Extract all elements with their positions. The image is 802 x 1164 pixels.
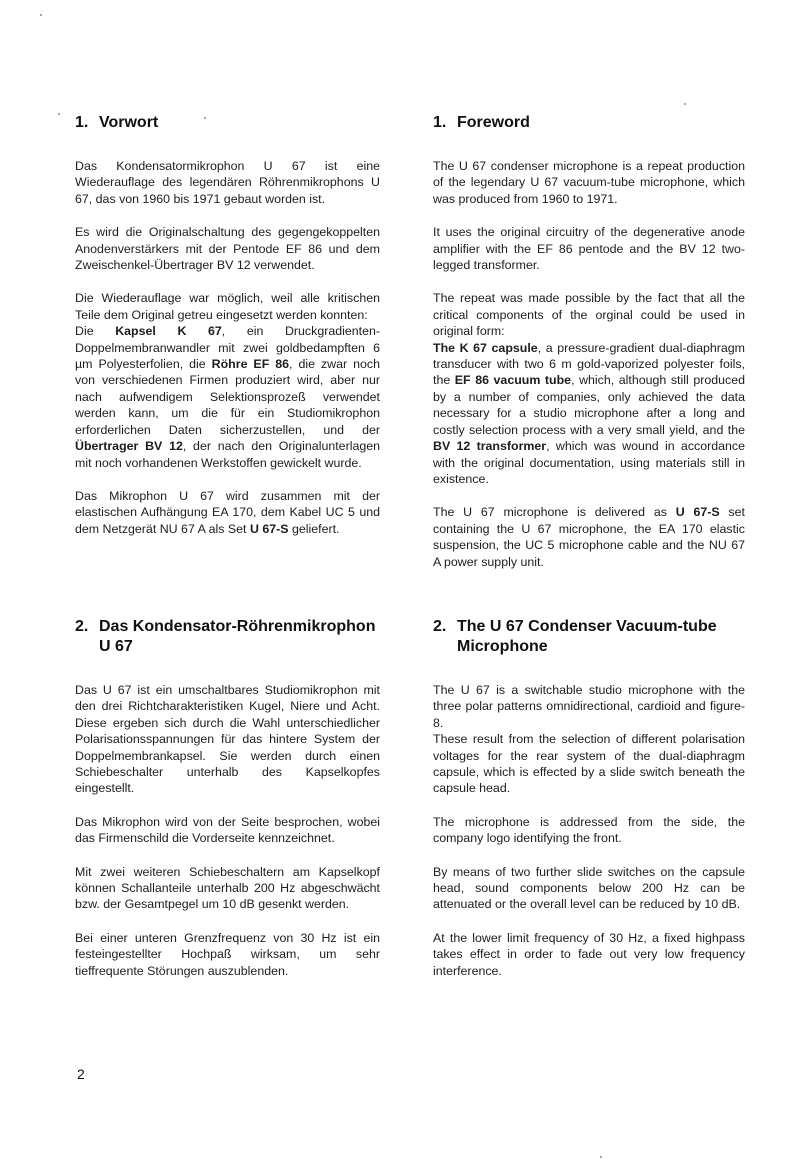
english-column bbox=[433, 113, 745, 570]
scan-speck bbox=[58, 113, 60, 115]
paragraph: Es wird die Originalschaltung des gegengekoppelten Anodenverstärkers mit der Pentode EF 86 und dem Zweischenkel-Übertrager BV 12 verwendet. bbox=[75, 225, 380, 273]
paragraph: Das U 67 ist ein umschaltbares Studiomikrophon mit den drei Richtcharakteristiken Kugel, Niere und Acht. Diese ergeben sich durch die Wahl unterschiedlicher Polarisationsspannungen für das hintere System der Doppelmembrankapsel. Sie werden durch einen Schiebeschalter unterhalb des Kapselkopfes eingestellt. bbox=[75, 683, 380, 796]
scan-speck bbox=[40, 14, 42, 16]
paragraph: Das Kondensatormikrophon U 67 ist eine Wiederauflage des legendären Röhrenmikrophons U 67, das von 1960 bis 1971 gebaut worden ist. bbox=[75, 159, 380, 206]
paragraph: At the lower limit frequency of 30 Hz, a fixed highpass takes effect in order to fade out very low frequency interference. bbox=[433, 930, 745, 978]
paragraph: By means of two further slide switches on the capsule head, sound components below 200 Hz can be attenuated or the overall level can be reduced by 10 dB. bbox=[433, 864, 745, 912]
paragraph: Mit zwei weiteren Schiebeschaltern am Kapselkopf können Schallanteile unterhalb 200 Hz abgeschwächt bzw. der Gesamtpegel um 10 dB gesenkt werden. bbox=[75, 864, 380, 912]
page-number: 2 bbox=[77, 1066, 85, 1082]
paragraph: Das Mikrophon U 67 wird zusammen mit der elastischen Aufhängung EA 170, dem Kabel UC 5 und dem Netzgerät NU 67 A als Set U 67-S geliefert. bbox=[75, 488, 380, 536]
paragraph: It uses the original circuitry of the degenerative anode amplifier with the EF 86 pentode and the BV 12 two-legged transformer. bbox=[433, 225, 745, 273]
paragraph: Bei einer unteren Grenzfrequenz von 30 Hz ist ein festeingestellter Hochpaß wirksam, um sehr tieffrequente Störungen auszublenden. bbox=[75, 930, 380, 978]
paragraph: Das Mikrophon wird von der Seite besprochen, wobei das Firmenschild die Vorderseite kennzeichnet. bbox=[75, 814, 380, 846]
paragraph: The repeat was made possible by the fact that all the critical components of the orginal could be used in original form: The K 67 capsule, a pressure-gradient dual-diaphragm transducer with two 6 m gold-vaporized polyester foils, the EF 86 vacuum tube, which, although still produced by a number of companies, only achieved the data necessary for a studio microphone after a long and costly selection process with a very small yield, and the BV 12 transformer, which was wound in accordance with the original documentation, using materials still in existence. bbox=[433, 291, 746, 486]
scan-speck bbox=[204, 117, 206, 119]
paragraph: Die Wiederauflage war möglich, weil alle kritischen Teile dem Original getreu eingesetzt werden konnten: Die Kapsel K 67, ein Druckgradienten-Doppelmembranwandler mit zwei goldbedampften 6 µm Polyesterfolien, die Röhre EF 86, die zwar noch von verschiedenen Firmen produziert wird, aber nur nach aufwendigem Selektionsprozeß verwendet werden kann, um die für ein Studiomikrophon erforderlichen Daten sicherzustellen, und der Übertrager BV 12, der nach den Originalunterlagen mit noch vorhandenen Werkstoffen gewickelt wurde. bbox=[75, 291, 381, 470]
section-1-heading-en: 1. Foreword bbox=[433, 114, 530, 131]
section-2-heading-de: 2. Das Kondensator-Röhrenmikrophon U 67 bbox=[75, 618, 376, 655]
scan-speck bbox=[684, 103, 686, 105]
scan-speck bbox=[600, 1156, 602, 1158]
german-section-2 bbox=[75, 617, 380, 979]
paragraph: The U 67 microphone is delivered as U 67-S set containing the U 67 microphone, the EA 170 elastic suspension, the UC 5 microphone cable and the NU 67 A power supply unit. bbox=[433, 505, 745, 569]
english-section-2 bbox=[433, 617, 745, 979]
section-2-heading-en: 2. The U 67 Condenser Vacuum-tube Microphone bbox=[433, 618, 717, 655]
german-column bbox=[75, 113, 380, 537]
paragraph: The microphone is addressed from the side, the company logo identifying the front. bbox=[433, 814, 745, 846]
paragraph: The U 67 condenser microphone is a repeat production of the legendary U 67 vacuum-tube microphone, which was produced from 1960 to 1971. bbox=[433, 159, 745, 206]
section-1-heading-de: 1. Vorwort bbox=[75, 114, 159, 131]
paragraph: The U 67 is a switchable studio microphone with the three polar patterns omnidirectional, cardioid and figure-8. These result from the selection of different polarisation voltages for the rear system of the dual-diaphragm capsule, which is effected by a slide switch beneath the capsule head. bbox=[433, 683, 745, 796]
